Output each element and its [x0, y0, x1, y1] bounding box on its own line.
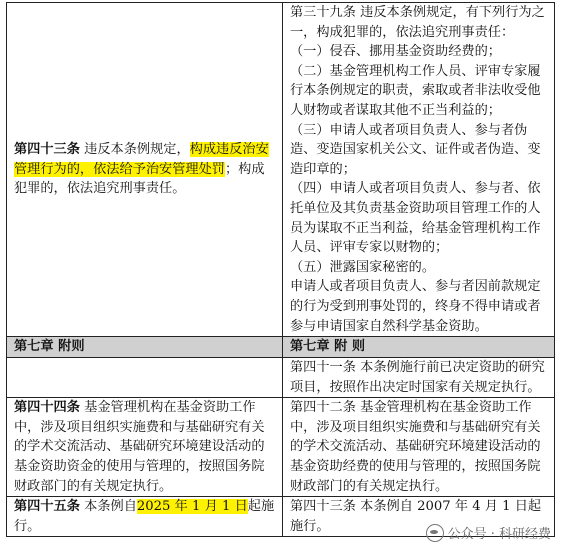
table-row-article-41: [7, 358, 555, 398]
article-39-intro: 第三十九条 违反本条例规定，有下列行为之一，构成犯罪的，依法追究刑事责任：: [290, 5, 545, 40]
new-article-empty-cell: [7, 358, 283, 398]
comparison-table-container: [6, 2, 554, 537]
article-44-body: 基金管理机构在基金资助工作中，涉及项目组织实施费和与基础研究有关的学术交流活动、基础研究环境建设活动的基金资助资金的使用与管理的，按照国务院财政部门的有关规定执行。: [14, 400, 265, 494]
article-45-text-post: 起施行。: [14, 499, 275, 534]
article-45-text-pre: 本条例自: [79, 499, 137, 515]
watermark-text: 公众号 · 科研经费: [447, 527, 551, 542]
watermark: [426, 523, 551, 542]
new-article-45-cell: [7, 497, 283, 537]
old-article-41-cell: 第四十一条 本条例施行前已决定资助的研究项目，按照作出决定时国家有关规定执行。: [283, 358, 555, 398]
new-article-44-cell: [7, 398, 283, 497]
article-43-text-post: ；构成犯罪的，依法追究刑事责任。: [14, 161, 265, 197]
article-45-date-highlight: 2025 年 1 月 1 日: [136, 499, 248, 515]
article-39-item-3: （三）申请人或者项目负责人、参与者伪造、变造国家机关公文、证件或者伪造、变造印章的；: [290, 122, 541, 177]
article-39-closing: 申请人或者项目负责人、参与者因前款规定的行为受到刑事处罚的，终身不得申请或者参与申请国家自然科学基金资助。: [290, 279, 541, 334]
article-43-text-pre: 违反本条例规定，: [79, 142, 190, 158]
old-article-39-cell: [283, 3, 555, 337]
table-row-chapter-7: [7, 337, 555, 358]
article-39-item-4: （四）申请人或者项目负责人、参与者、依托单位及其负责基金资助项目管理工作的人员为谋取不正当利益，给基金管理机构工作人员、评审专家以财物的；: [290, 181, 541, 256]
article-43-highlight: 构成违反治安管理行为的，依法给予治安管理处罚: [14, 142, 269, 177]
table-row-article-44: [7, 398, 555, 497]
old-chapter-7-heading: 第七章 附 则: [283, 337, 555, 358]
article-43-title: 第四十三条: [14, 142, 80, 158]
comparison-table: [6, 2, 555, 537]
table-row-article-43: [7, 3, 555, 337]
old-article-43-cell: 第四十三条 本条例自 2007 年 4 月 1 日起施行。: [283, 497, 555, 537]
article-45-title: 第四十五条: [14, 499, 80, 515]
wechat-public-account-icon: [426, 524, 444, 542]
article-44-title: 第四十四条: [14, 400, 80, 416]
article-39-item-1: （一）侵吞、挪用基金资助经费的；: [290, 44, 501, 60]
new-article-43-cell: [7, 3, 283, 337]
article-39-item-5: （五）泄露国家秘密的。: [290, 259, 436, 275]
new-chapter-7-heading: 第七章 附则: [7, 337, 283, 358]
article-39-item-2: （二）基金管理机构工作人员、评审专家履行本条例规定的职责，索取或者非法收受他人财物或者谋取其他不正当利益的；: [290, 63, 541, 118]
old-article-42-cell: 第四十二条 基金管理机构在基金资助工作中，涉及项目组织实施费和与基础研究有关的学术交流活动、基础研究环境建设活动的基金资助经费的使用与管理的，按照国务院财政部门的有关规定执行。: [283, 398, 555, 497]
